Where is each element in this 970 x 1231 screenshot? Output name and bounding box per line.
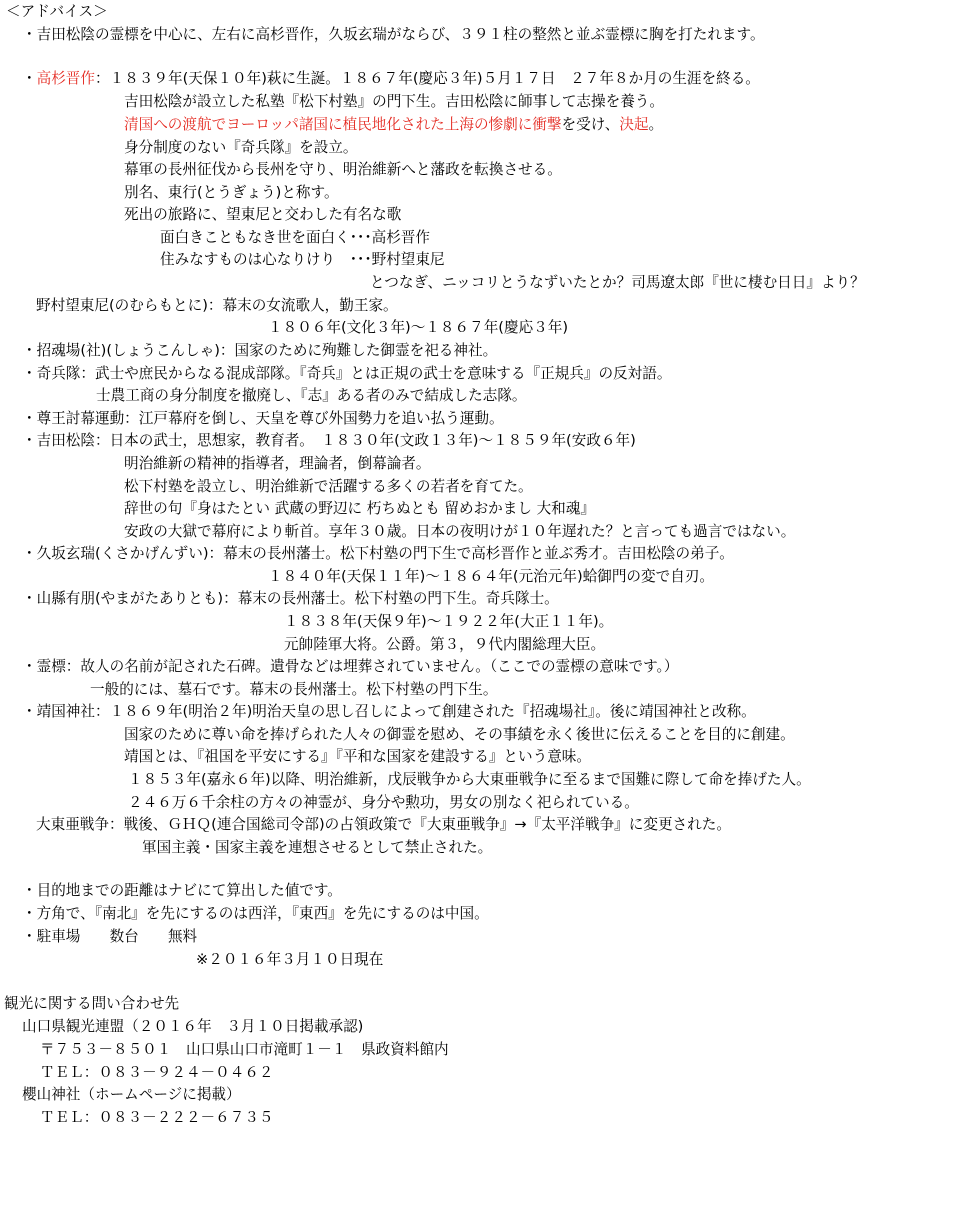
yamagata-line-2: １８３８年(天保９年)～１９２２年(大正１１年)。 <box>284 613 614 630</box>
takasugi-line-1 <box>22 69 760 89</box>
shokonjo-line: ・招魂場(社)(しょうこんしゃ)：国家のために殉難した御霊を祀る神社。 <box>22 342 498 359</box>
reihyo-line-2: 一般的には、墓石です。幕末の長州藩士。松下村塾の門下生。 <box>90 681 498 698</box>
contact-org-1: 山口県観光連盟（２０１６年 ３月１０日掲載承認) <box>22 1018 364 1035</box>
daitoa-line-1: 大東亜戦争：戦後、ＧＨＱ(連合国総司令部)の占領政策で『大東亜戦争』→『太平洋戦争』に変更された。 <box>36 816 731 833</box>
yoshida-line-1: ・吉田松陰：日本の武士，思想家，教育者。 １８３０年(文政１３年)～１８５９年(安政６年) <box>22 432 636 449</box>
kiheitai-line-1: ・奇兵隊：武士や庶民からなる混成部隊。『奇兵』とは正規の武士を意味する『正規兵』の反対語。 <box>22 365 672 382</box>
daitoa-line-2: 軍国主義・国家主義を連想させるとして禁止された。 <box>142 839 493 856</box>
bullet: ・ <box>22 70 37 87</box>
takasugi-highlight-2: 決起 <box>619 116 649 133</box>
contact-org-2: 櫻山神社（ホームページに掲載） <box>22 1086 241 1103</box>
takasugi-line-2: 吉田松陰が設立した私塾『松下村塾』の門下生。吉田松陰に師事して志操を養う。 <box>124 93 664 110</box>
yasukuni-line-4: １８５３年(嘉永６年)以降、明治維新，戊辰戦争から大東亜戦争に至るまで国難に際して命を捧げた人。 <box>128 771 811 788</box>
yasukuni-line-2: 国家のために尊い命を捧げられた人々の御霊を慰め、その事績を永く後世に伝えることを目的に創建。 <box>124 726 795 743</box>
contact-tel-1: ＴＥＬ：０８３－９２４－０４６２ <box>40 1064 274 1081</box>
advice-intro: ・吉田松陰の霊標を中心に、左右に高杉晋作，久坂玄瑞がならび、３９１柱の整然と並ぶ霊標に胸を打たれます。 <box>22 26 765 43</box>
yoshida-line-3: 松下村塾を設立し、明治維新で活躍する多くの若者を育てた。 <box>124 478 533 495</box>
date-note: ※２０１６年３月１０日現在 <box>196 951 384 968</box>
takasugi-mid-text: を受け、 <box>561 116 620 133</box>
takasugi-poem-line-1: 面白きこともなき世を面白く･･･高杉晋作 <box>160 229 430 246</box>
direction-note: ・方角で、『南北』を先にするのは西洋，『東西』を先にするのは中国。 <box>22 905 489 922</box>
yasukuni-line-3: 靖国とは、『祖国を平安にする』『平和な国家を建設する』という意味。 <box>124 748 591 765</box>
contact-heading: 観光に関する問い合わせ先 <box>4 995 180 1012</box>
advice-heading: ＜アドバイス＞ <box>6 3 108 20</box>
parking-note: ・駐車場 数台 無料 <box>22 928 198 945</box>
takasugi-line-7: 死出の旅路に、望東尼と交わした有名な歌 <box>124 206 402 223</box>
takasugi-line-3 <box>124 115 663 135</box>
reihyo-line-1: ・霊標：故人の名前が記された石碑。遺骨などは埋葬されていません。（ここでの霊標の意味です。） <box>22 658 679 675</box>
sonno-line: ・尊王討幕運動：江戸幕府を倒し、天皇を尊び外国勢力を追い払う運動。 <box>22 410 504 427</box>
yasukuni-line-5: ２４６万６千余柱の方々の神霊が、身分や勲功，男女の別なく祀られている。 <box>128 794 639 811</box>
takasugi-line-4: 身分制度のない『奇兵隊』を設立。 <box>124 139 358 156</box>
yasukuni-line-1: ・靖国神社：１８６９年(明治２年)明治天皇の思し召しによって創建された『招魂場社』。後に靖国神社と改称。 <box>22 703 756 720</box>
kusaka-line-1: ・久坂玄瑞(くさかげんずい)：幕末の長州藩士。松下村塾の門下生で高杉晋作と並ぶ秀才。吉田松陰の弟子。 <box>22 545 734 562</box>
takasugi-line-5: 幕軍の長州征伐から長州を守り、明治維新へと藩政を転換させる。 <box>124 161 562 178</box>
distance-note: ・目的地までの距離はナビにて算出した値です。 <box>22 882 342 899</box>
nomura-line-2: １８０６年(文化３年)～１８６７年(慶応３年) <box>268 319 569 336</box>
yamagata-line-1: ・山縣有朋(やまがたありとも)：幕末の長州藩士。松下村塾の門下生。奇兵隊士。 <box>22 590 559 607</box>
nomura-line-1: 野村望東尼(のむらもとに)：幕末の女流歌人，勤王家。 <box>36 297 398 314</box>
kusaka-line-2: １８４０年(天保１１年)～１８６４年(元治元年)蛤御門の変で自刃。 <box>268 568 714 585</box>
takasugi-poem-line-2: 住みなすものは心なりけり ･･･野村望東尼 <box>160 251 445 268</box>
takasugi-end-text: 。 <box>648 116 664 133</box>
takasugi-name: 高杉晋作 <box>36 70 95 87</box>
contact-tel-2: ＴＥＬ：０８３－２２２－６７３５ <box>40 1109 274 1126</box>
takasugi-birth-text: ：１８３９年(天保１０年)萩に生誕。１８６７年(慶応３年)５月１７日 ２７年８か月の生涯を終る。 <box>95 70 760 87</box>
takasugi-highlight-1: 清国への渡航でヨーロッパ諸国に植民地化された上海の惨劇に衝撃 <box>124 116 562 133</box>
contact-address: 〒７５３－８５０１ 山口県山口市滝町１－１ 県政資料館内 <box>40 1041 449 1058</box>
yamagata-line-3: 元帥陸軍大将。公爵。第３，９代内閣総理大臣。 <box>284 636 606 653</box>
yoshida-line-2: 明治維新の精神的指導者，理論者，倒幕論者。 <box>124 455 431 472</box>
kiheitai-line-2: 士農工商の身分制度を撤廃し、『志』ある者のみで結成した志隊。 <box>96 387 527 404</box>
yoshida-line-4: 辞世の句『身はたとい 武蔵の野辺に 朽ちぬとも 留めおかまし 大和魂』 <box>124 500 595 517</box>
takasugi-line-6: 別名、東行(とうぎょう)と称す。 <box>124 184 339 201</box>
takasugi-poem-note: とつなぎ、ニッコリとうなずいたとか？司馬遼太郎『世に棲む日日』より？ <box>370 274 865 291</box>
yoshida-line-5: 安政の大獄で幕府により斬首。享年３０歳。日本の夜明けが１０年遅れた？と言っても過言ではない。 <box>124 523 796 540</box>
